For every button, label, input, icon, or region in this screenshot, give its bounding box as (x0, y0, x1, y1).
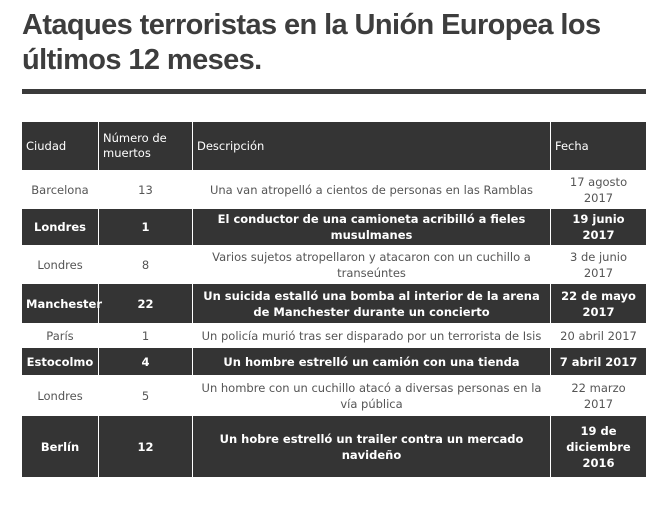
table-row (22, 283, 646, 323)
page-title: Ataques terroristas en la Unión Europea los últimos 12 meses. (22, 9, 601, 76)
attacks-table (22, 122, 646, 477)
cell-fecha: 19 junio 2017 (550, 208, 646, 245)
cell-descripcion: Un hobre estrelló un trailer contra un mercado navideño (192, 415, 550, 477)
table-row (22, 375, 646, 415)
cell-descripcion: El conductor de una camioneta acribilló a fieles musulmanes (192, 208, 550, 245)
cell-muertos: 13 (98, 170, 192, 208)
cell-fecha: 3 de junio 2017 (550, 245, 646, 283)
cell-fecha: 22 marzo 2017 (550, 375, 646, 415)
cell-ciudad: Londres (22, 208, 98, 245)
cell-muertos: 22 (98, 283, 192, 323)
cell-fecha: 7 abril 2017 (550, 347, 646, 375)
table-row (22, 170, 646, 208)
cell-ciudad: Londres (22, 375, 98, 415)
cell-descripcion: Una van atropelló a cientos de personas en las Ramblas (192, 170, 550, 208)
table-header-row (22, 122, 646, 170)
header-ciudad: Ciudad (22, 122, 98, 170)
header-fecha: Fecha (550, 122, 646, 170)
cell-descripcion: Un policía murió tras ser disparado por un terrorista de Isis (192, 323, 550, 347)
cell-muertos: 4 (98, 347, 192, 375)
header-muertos: Número de muertos (98, 122, 192, 170)
cell-descripcion: Varios sujetos atropellaron y atacaron con un cuchillo a transeúntes (192, 245, 550, 283)
table-row (22, 415, 646, 477)
title-divider (22, 89, 646, 94)
cell-ciudad: Manchester (22, 283, 98, 323)
header-descripcion: Descripción (192, 122, 550, 170)
cell-fecha: 17 agosto 2017 (550, 170, 646, 208)
cell-fecha: 22 de mayo 2017 (550, 283, 646, 323)
cell-muertos: 12 (98, 415, 192, 477)
cell-descripcion: Un hombre con un cuchillo atacó a diversas personas en la vía pública (192, 375, 550, 415)
cell-muertos: 1 (98, 208, 192, 245)
cell-fecha: 19 de diciembre 2016 (550, 415, 646, 477)
cell-descripcion: Un hombre estrelló un camión con una tienda (192, 347, 550, 375)
table-row (22, 208, 646, 245)
cell-fecha: 20 abril 2017 (550, 323, 646, 347)
cell-ciudad: Berlín (22, 415, 98, 477)
cell-ciudad: Estocolmo (22, 347, 98, 375)
table-row (22, 347, 646, 375)
cell-ciudad: Barcelona (22, 170, 98, 208)
cell-ciudad: París (22, 323, 98, 347)
cell-descripcion: Un suicida estalló una bomba al interior de la arena de Manchester durante un concierto (192, 283, 550, 323)
cell-ciudad: Londres (22, 245, 98, 283)
cell-muertos: 1 (98, 323, 192, 347)
table-row (22, 323, 646, 347)
table-row (22, 245, 646, 283)
cell-muertos: 8 (98, 245, 192, 283)
cell-muertos: 5 (98, 375, 192, 415)
